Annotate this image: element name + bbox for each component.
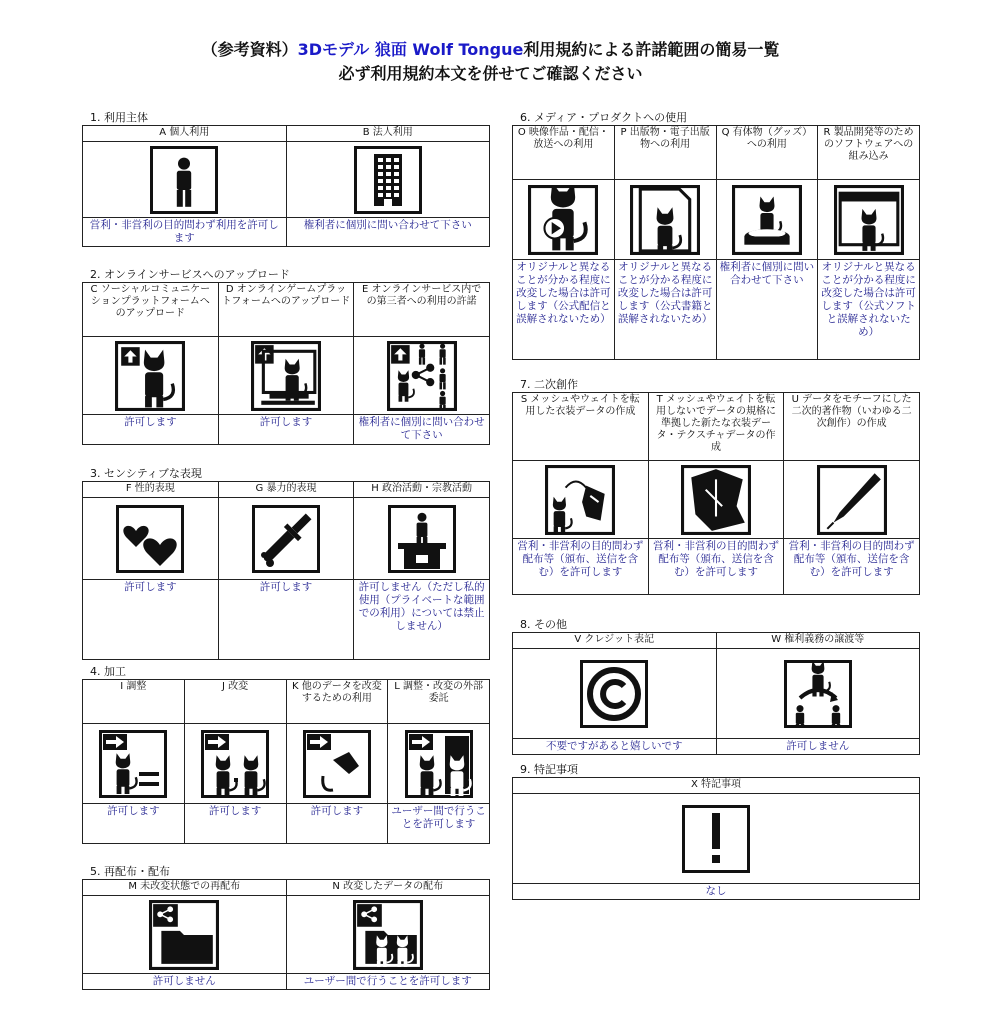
item-answer: 許可します bbox=[83, 415, 219, 445]
section-s9 bbox=[512, 762, 920, 900]
item-icon bbox=[252, 505, 320, 573]
item-icon bbox=[149, 900, 219, 970]
icon-row bbox=[83, 498, 490, 580]
item-icon bbox=[732, 185, 802, 255]
item-icon-cell bbox=[648, 461, 784, 539]
item-answer: 営利・非営利の目的問わず利用を許可します bbox=[83, 218, 287, 247]
building-icon bbox=[354, 146, 422, 214]
section-table bbox=[512, 777, 920, 900]
item-heading: N 改変したデータの配布 bbox=[286, 880, 490, 896]
section-title: 1. 利用主体 bbox=[90, 111, 148, 124]
item-icon-cell bbox=[83, 337, 219, 415]
item-icon-cell bbox=[513, 649, 717, 739]
item-heading: B 法人利用 bbox=[286, 126, 490, 142]
item-answer: ユーザー間で行うことを許可します bbox=[388, 804, 490, 844]
item-answer: 権利者に個別に問い合わせて下さい bbox=[716, 260, 818, 360]
item-answer: 許可します bbox=[184, 804, 286, 844]
item-icon-cell bbox=[784, 461, 920, 539]
video-icon bbox=[528, 185, 598, 255]
item-heading: H 政治活動・宗教活動 bbox=[354, 482, 490, 498]
section-s8 bbox=[512, 617, 920, 755]
item-answer: オリジナルと異なることが分かる程度に改変した場合は許可します（公式書籍と誤解されないため） bbox=[614, 260, 716, 360]
item-heading: J 改変 bbox=[184, 680, 286, 724]
transfer-icon bbox=[784, 660, 852, 728]
item-heading: T メッシュやウェイトを転用しないでデータの規格に準拠した新たな衣装データ・テクスチャデータの作成 bbox=[648, 393, 784, 461]
item-answer: なし bbox=[513, 884, 920, 900]
item-answer: オリジナルと異なることが分かる程度に改変した場合は許可します（公式配信と誤解されないため） bbox=[513, 260, 615, 360]
item-answer: 許可します bbox=[218, 415, 354, 445]
item-answer: 権利者に個別に問い合わせて下さい bbox=[354, 415, 490, 445]
answer-row bbox=[83, 974, 490, 990]
item-icon-cell bbox=[218, 498, 354, 580]
item-icon bbox=[116, 505, 184, 573]
item-icon bbox=[630, 185, 700, 255]
item-icon bbox=[251, 341, 321, 411]
item-heading: Q 有体物（グッズ）への利用 bbox=[716, 126, 818, 180]
item-icon-cell bbox=[513, 180, 615, 260]
social-upload-icon bbox=[115, 341, 185, 411]
item-icon-cell bbox=[614, 180, 716, 260]
icon-row bbox=[83, 142, 490, 218]
section-title: 4. 加工 bbox=[90, 665, 126, 678]
item-answer: 許可します bbox=[286, 804, 388, 844]
section-table bbox=[82, 679, 490, 844]
item-icon-cell bbox=[83, 498, 219, 580]
item-icon bbox=[405, 730, 473, 798]
item-heading: G 暴力的表現 bbox=[218, 482, 354, 498]
item-icon-cell bbox=[818, 180, 920, 260]
item-icon bbox=[580, 660, 648, 728]
item-icon-cell bbox=[716, 180, 818, 260]
title-prefix: （参考資料） bbox=[201, 40, 298, 59]
item-icon-cell bbox=[83, 724, 185, 804]
item-answer: 許可します bbox=[83, 804, 185, 844]
item-heading: M 未改変状態での再配布 bbox=[83, 880, 287, 896]
knife-icon bbox=[252, 505, 320, 573]
exclamation-icon bbox=[682, 805, 750, 873]
item-answer: 許可しません（ただし私的使用（プライベートな範囲での利用）については禁止しません） bbox=[354, 580, 490, 660]
new-clothes-icon bbox=[681, 465, 751, 535]
game-upload-icon bbox=[251, 341, 321, 411]
item-icon bbox=[353, 900, 423, 970]
clothes-from-mesh-icon bbox=[545, 465, 615, 535]
section-title: 6. メディア・プロダクトへの使用 bbox=[520, 111, 688, 124]
section-title: 9. 特記事項 bbox=[520, 763, 578, 776]
item-icon-cell bbox=[83, 896, 287, 974]
publication-icon bbox=[630, 185, 700, 255]
section-s3 bbox=[82, 466, 490, 660]
page-title bbox=[0, 38, 981, 86]
section-title: 5. 再配布・配布 bbox=[90, 865, 170, 878]
section-table bbox=[512, 392, 920, 595]
redistribute-icon bbox=[149, 900, 219, 970]
item-answer: 不要ですがあると嬉しいです bbox=[513, 739, 717, 755]
header-row bbox=[83, 283, 490, 337]
item-icon bbox=[682, 805, 750, 873]
title-suffix: 利用規約による許諾範囲の簡易一覧 bbox=[523, 40, 780, 59]
answer-row bbox=[513, 739, 920, 755]
modify-icon bbox=[201, 730, 269, 798]
item-icon bbox=[354, 146, 422, 214]
item-icon-cell bbox=[354, 498, 490, 580]
item-icon bbox=[387, 341, 457, 411]
header-row bbox=[83, 680, 490, 724]
icon-row bbox=[513, 649, 920, 739]
section-table bbox=[82, 481, 490, 660]
answer-row bbox=[83, 415, 490, 445]
item-answer: 権利者に個別に問い合わせて下さい bbox=[286, 218, 490, 247]
section-s1 bbox=[82, 110, 490, 247]
item-heading: S メッシュやウェイトを転用した衣装データの作成 bbox=[513, 393, 649, 461]
header-row bbox=[83, 880, 490, 896]
title-model-name: 3Dモデル 狼面 Wolf Tongue bbox=[297, 40, 524, 59]
item-icon-cell bbox=[286, 896, 490, 974]
section-table bbox=[82, 282, 490, 445]
item-icon bbox=[150, 146, 218, 214]
item-heading: C ソーシャルコミュニケーションプラットフォームへのアップロード bbox=[83, 283, 219, 337]
header-row bbox=[83, 126, 490, 142]
item-icon-cell bbox=[286, 142, 490, 218]
item-icon-cell bbox=[513, 461, 649, 539]
item-heading: D オンラインゲームプラットフォームへのアップロード bbox=[218, 283, 354, 337]
pen-icon bbox=[817, 465, 887, 535]
item-answer: 営利・非営利の目的問わず配布等（頒布、送信を含む）を許可します bbox=[648, 539, 784, 595]
section-s5 bbox=[82, 864, 490, 990]
adjust-icon bbox=[99, 730, 167, 798]
item-icon bbox=[99, 730, 167, 798]
copyright-icon bbox=[580, 660, 648, 728]
item-answer: ユーザー間で行うことを許可します bbox=[286, 974, 490, 990]
item-icon-cell bbox=[513, 794, 920, 884]
answer-row bbox=[83, 218, 490, 247]
item-heading: W 権利義務の譲渡等 bbox=[716, 633, 920, 649]
modified-distribute-icon bbox=[353, 900, 423, 970]
item-answer: 営利・非営利の目的問わず配布等（頒布、送信を含む）を許可します bbox=[784, 539, 920, 595]
header-row bbox=[513, 126, 920, 180]
section-title: 8. その他 bbox=[520, 618, 567, 631]
answer-row bbox=[83, 804, 490, 844]
outsource-icon bbox=[405, 730, 473, 798]
item-heading: P 出版物・電子出版物への利用 bbox=[614, 126, 716, 180]
answer-row bbox=[83, 580, 490, 660]
item-icon bbox=[834, 185, 904, 255]
item-icon-cell bbox=[83, 142, 287, 218]
item-icon-cell bbox=[184, 724, 286, 804]
item-icon bbox=[545, 465, 615, 535]
hearts-icon bbox=[116, 505, 184, 573]
section-s2 bbox=[82, 267, 490, 445]
section-table bbox=[512, 125, 920, 360]
item-heading: U データをモチーフにした二次的著作物（いわゆる二次創作）の作成 bbox=[784, 393, 920, 461]
item-icon bbox=[817, 465, 887, 535]
section-s7 bbox=[512, 377, 920, 595]
item-heading: A 個人利用 bbox=[83, 126, 287, 142]
share-third-party-icon bbox=[387, 341, 457, 411]
item-heading: E オンラインサービス内での第三者への利用の許諾 bbox=[354, 283, 490, 337]
item-icon-cell bbox=[286, 724, 388, 804]
page-subtitle: 必ず利用規約本文を併せてご確認ください bbox=[338, 64, 643, 83]
item-icon bbox=[528, 185, 598, 255]
item-heading: I 調整 bbox=[83, 680, 185, 724]
section-s6 bbox=[512, 110, 920, 360]
section-table bbox=[82, 879, 490, 990]
item-answer: オリジナルと異なることが分かる程度に改変した場合は許可します（公式ソフトと誤解されないため） bbox=[818, 260, 920, 360]
item-answer: 許可しません bbox=[716, 739, 920, 755]
item-icon-cell bbox=[388, 724, 490, 804]
item-heading: V クレジット表記 bbox=[513, 633, 717, 649]
icon-row bbox=[83, 337, 490, 415]
answer-row bbox=[513, 260, 920, 360]
header-row bbox=[83, 482, 490, 498]
person-icon bbox=[150, 146, 218, 214]
podium-icon bbox=[388, 505, 456, 573]
item-icon bbox=[388, 505, 456, 573]
item-icon bbox=[784, 660, 852, 728]
reuse-icon bbox=[303, 730, 371, 798]
section-title: 2. オンラインサービスへのアップロード bbox=[90, 268, 290, 281]
page-title-line1 bbox=[0, 38, 981, 62]
item-icon bbox=[303, 730, 371, 798]
item-heading: L 調整・改変の外部委託 bbox=[388, 680, 490, 724]
item-answer: 許可します bbox=[218, 580, 354, 660]
item-heading: R 製品開発等のためのソフトウェアへの組み込み bbox=[818, 126, 920, 180]
icon-row bbox=[83, 896, 490, 974]
item-heading: O 映像作品・配信・放送への利用 bbox=[513, 126, 615, 180]
section-table bbox=[82, 125, 490, 247]
item-icon bbox=[201, 730, 269, 798]
item-heading: K 他のデータを改変するための利用 bbox=[286, 680, 388, 724]
section-title: 3. センシティブな表現 bbox=[90, 467, 202, 480]
section-title: 7. 二次創作 bbox=[520, 378, 578, 391]
software-icon bbox=[834, 185, 904, 255]
icon-row bbox=[513, 180, 920, 260]
item-icon-cell bbox=[716, 649, 920, 739]
item-answer: 営利・非営利の目的問わず配布等（頒布、送信を含む）を許可します bbox=[513, 539, 649, 595]
item-icon bbox=[115, 341, 185, 411]
header-row bbox=[513, 778, 920, 794]
item-answer: 許可します bbox=[83, 580, 219, 660]
icon-row bbox=[513, 794, 920, 884]
item-icon-cell bbox=[354, 337, 490, 415]
item-answer: 許可しません bbox=[83, 974, 287, 990]
figure-icon bbox=[732, 185, 802, 255]
section-s4 bbox=[82, 664, 490, 844]
item-heading: X 特記事項 bbox=[513, 778, 920, 794]
header-row bbox=[513, 633, 920, 649]
section-table bbox=[512, 632, 920, 755]
icon-row bbox=[83, 724, 490, 804]
item-heading: F 性的表現 bbox=[83, 482, 219, 498]
icon-row bbox=[513, 461, 920, 539]
item-icon-cell bbox=[218, 337, 354, 415]
header-row bbox=[513, 393, 920, 461]
answer-row bbox=[513, 539, 920, 595]
item-icon bbox=[681, 465, 751, 535]
answer-row bbox=[513, 884, 920, 900]
